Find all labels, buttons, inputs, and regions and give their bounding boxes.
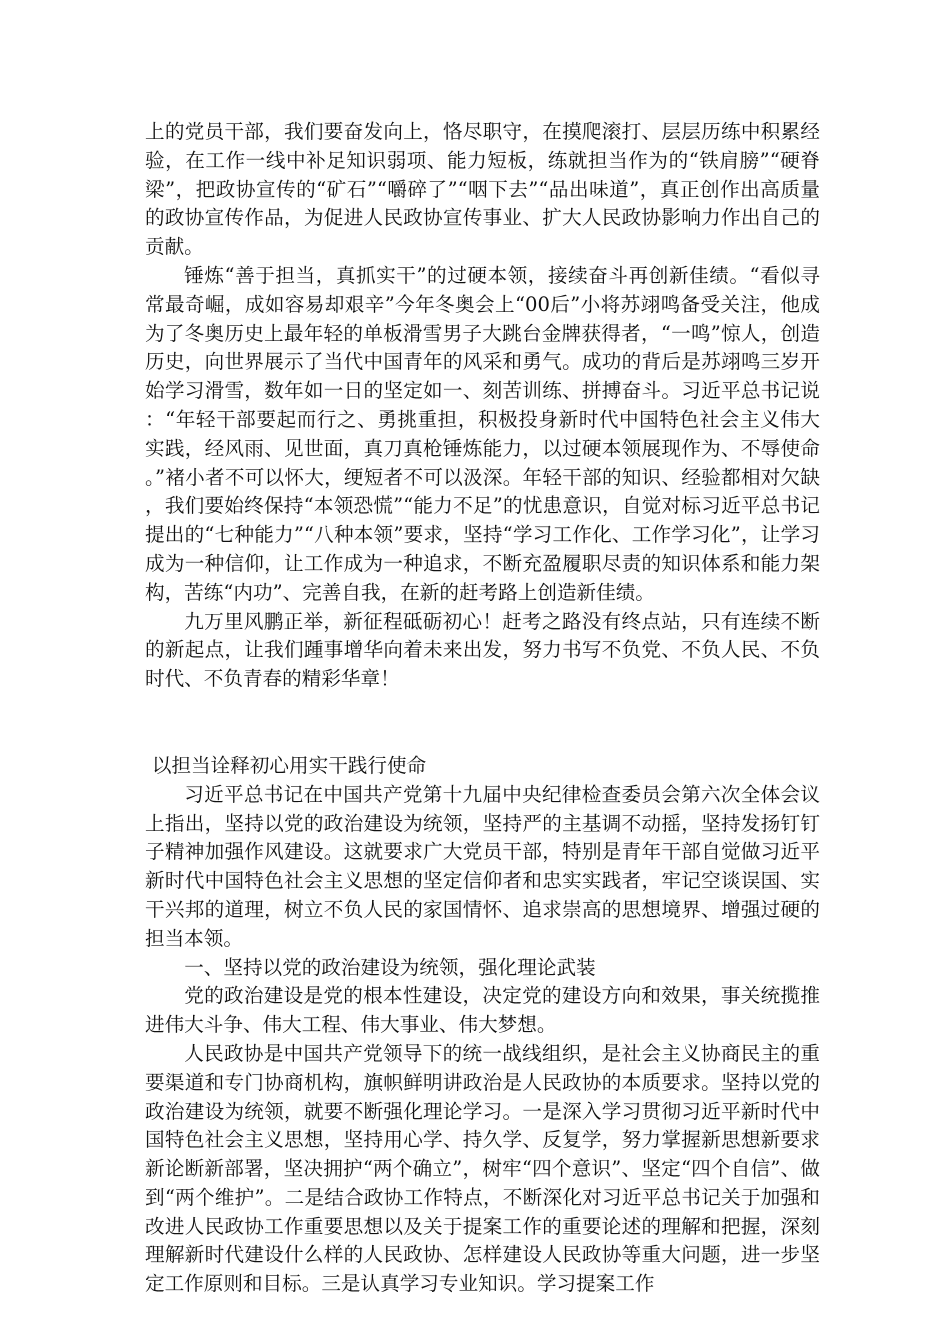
- document-page: [145, 118, 820, 1299]
- article-title: 以担当诠释初心用实干践行使命: [151, 753, 427, 777]
- section-heading-1: 一、坚持以党的政治建设为统领，强化理论武装: [184, 955, 596, 979]
- paragraph-political-building: 党的政治建设是党的根本性建设，决定党的建设方向和效果，事关统揽推进伟大斗争、伟大工程、伟大事业、伟大梦想。: [145, 984, 820, 1037]
- paragraph-skills: 锤炼“善于担当，真抓实干”的过硬本领，接续奋斗再创新佳绩。“看似寻常最奇崛，成如容易却艰辛”今年冬奥会上“00后”小将苏翊鸣备受关注，他成为了冬奥历史上最年轻的单板滑雪男子大跳台金牌获得者，“一鸣”惊人，创造历史，向世界展示了当代中国青年的风采和勇气。成功的背后是苏翊鸣三岁开始学习滑雪，数年如一日的坚定如一、刻苦训练、拼搏奋斗。习近平总书记说：“年轻干部要起而行之、勇挑重担，积极投身新时代中国特色社会主义伟大实践，经风雨、见世面，真刀真枪锤炼能力，以过硬本领展现作为、不辱使命。”褚小者不可以怀大，绠短者不可以汲深。年轻干部的知识、经验都相对欠缺，我们要始终保持“本领恐慌”“能力不足”的忧患意识，自觉对标习近平总书记提出的“七种能力”“八种本领”要求，坚持“学习工作化、工作学习化”，让学习成为一种信仰，让工作成为一种追求，不断充盈履职尽责的知识体系和能力架构，苦练“内功”、完善自我，在新的赶考路上创造新佳绩。: [145, 263, 820, 604]
- paragraph-cppcc: 人民政协是中国共产党领导下的统一战线组织，是社会主义协商民主的重要渠道和专门协商机构，旗帜鲜明讲政治是人民政协的本质要求。坚持以党的政治建设为统领，就要不断强化理论学习。一是深入学习贯彻习近平新时代中国特色社会主义思想，坚持用心学、持久学、反复学，努力掌握新思想新要求新论断新部署，坚决拥护“两个确立”，树牢“四个意识”、坚定“四个自信”、做到“两个维护”。二是结合政协工作特点，不断深化对习近平总书记关于加强和改进人民政协工作重要思想以及关于提案工作的重要论述的理解和把握，深刻理解新时代建设什么样的人民政协、怎样建设人民政协等重大问题，进一步坚定工作原则和目标。三是认真学习专业知识。学习提案工作: [145, 1041, 820, 1296]
- paragraph-continuation: 上的党员干部，我们要奋发向上，恪尽职守，在摸爬滚打、层层历练中积累经验，在工作一线中补足知识弱项、能力短板，练就担当作为的“铁肩膀”“硬脊梁”，把政协宣传的“矿石”“嚼碎了”“咽下去”“品出味道”，真正创作出高质量的政协宣传作品，为促进人民政协宣传事业、扩大人民政协影响力作出自己的贡献。: [145, 120, 820, 259]
- section-gap: [145, 694, 820, 752]
- paragraph-closing: 九万里风鹏正举，新征程砥砺初心！赶考之路没有终点站，只有连续不断的新起点，让我们踵事增华向着未来出发，努力书写不负党、不负人民、不负时代、不负青春的精彩华章！: [145, 609, 820, 691]
- paragraph-intro: 习近平总书记在中国共产党第十九届中央纪律检查委员会第六次全体会议上指出，坚持以党的政治建设为统领，坚持严的主基调不动摇，坚持发扬钉钉子精神加强作风建设。这就要求广大党员干部，特别是青年干部自觉做习近平新时代中国特色社会主义思想的坚定信仰者和忠实实践者，牢记空谈误国、实干兴邦的道理，树立不负人民的家国情怀、追求崇高的思想境界、增强过硬的担当本领。: [145, 782, 820, 950]
